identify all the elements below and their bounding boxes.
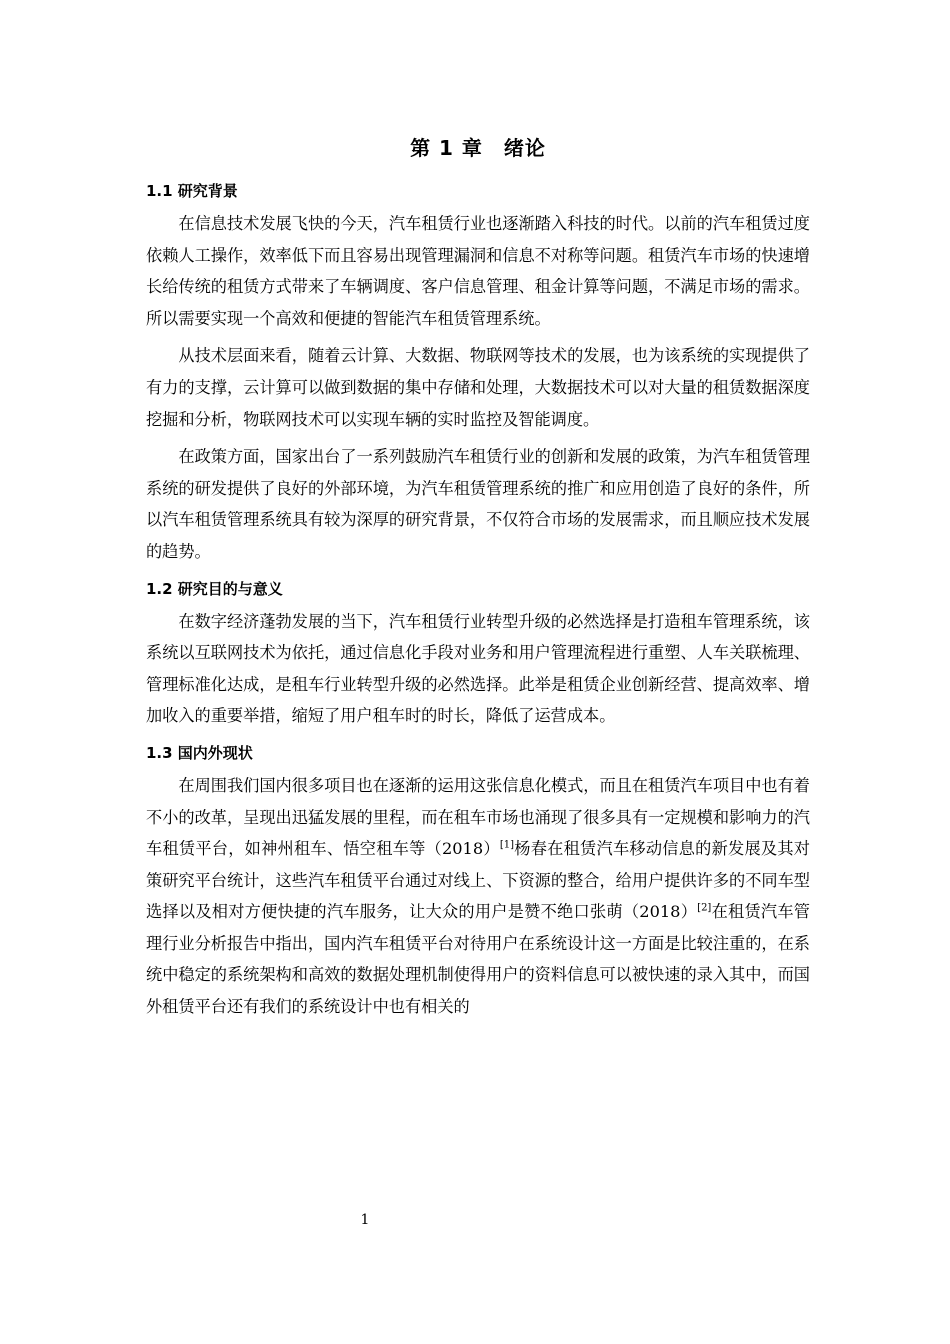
paragraph-text: 在租赁汽车管理行业分析报告中指出，国内汽车租赁平台对待用户在系统设计这一方面是比较注重的，在系统中稳定的系统架构和高效的数据处理机制使得用户的资料信息可以被快速的录入其中，而国外租赁平台还有我们的系统设计中也有相关的 (146, 902, 810, 1017)
section-heading-1-2: 1.2 研究目的与意义 (146, 579, 283, 598)
page-number: 1 (360, 1212, 370, 1228)
paragraph: 在政策方面，国家出台了一系列鼓励汽车租赁行业的创新和发展的政策，为汽车租赁管理系统的研发提供了良好的外部环境，为汽车租赁管理系统的推广和应用创造了良好的条件，所以汽车租赁管理系统具有较为深厚的研究背景，不仅符合市场的发展需求，而且顺应技术发展的趋势。 (146, 447, 810, 561)
paragraph-text: 在周围我们国内很多项目也在逐渐的运用这张信息化模式，而且在租赁汽车项目中也有着不小的改革，呈现出迅猛发展的里程，而在租车市场也涌现了很多具有一定规模和影响力的汽车租赁平台，如神州租车、悟空租车等（2018） (146, 775, 810, 859)
paragraph: 在数字经济蓬勃发展的当下，汽车租赁行业转型升级的必然选择是打造租车管理系统，该系统以互联网技术为依托，通过信息化手段对业务和用户管理流程进行重塑、人车关联梳理、管理标准化达成，是租车行业转型升级的必然选择。此举是租赁企业创新经营、提高效率、增加收入的重要举措，缩短了用户租车时的时长，降低了运营成本。 (146, 611, 810, 726)
paragraph: 从技术层面来看，随着云计算、大数据、物联网等技术的发展，也为该系统的实现提供了有力的支撑，云计算可以做到数据的集中存储和处理，大数据技术可以对大量的租赁数据深度挖掘和分析，物联网技术可以实现车辆的实时监控及智能调度。 (146, 346, 810, 429)
section-heading-1-3: 1.3 国内外现状 (146, 743, 253, 762)
paragraph-with-citations (146, 770, 810, 1023)
paragraph-text: 杨春在租赁汽车移动信息的新发展及其对策研究平台统计，这些汽车租赁平台通过对线上、下资源的整合，给用户提供许多的不同车型选择以及相对方便快捷的汽车服务，让大众的用户是赞不绝口张萌（2018） (146, 839, 810, 922)
citation-ref: [2] (697, 902, 712, 914)
page-content (146, 130, 810, 1023)
paragraph: 在信息技术发展飞快的今天，汽车租赁行业也逐渐踏入科技的时代。以前的汽车租赁过度依赖人工操作，效率低下而且容易出现管理漏洞和信息不对称等问题。租赁汽车市场的快速增长给传统的租赁方式带来了车辆调度、客户信息管理、租金计算等问题，不满足市场的需求。所以需要实现一个高效和便捷的智能汽车租赁管理系统。 (146, 214, 810, 328)
section-heading-1-1: 1.1 研究背景 (146, 182, 238, 200)
chapter-title: 第 1 章 绪论 (410, 136, 546, 160)
citation-ref: [1] (499, 839, 515, 851)
